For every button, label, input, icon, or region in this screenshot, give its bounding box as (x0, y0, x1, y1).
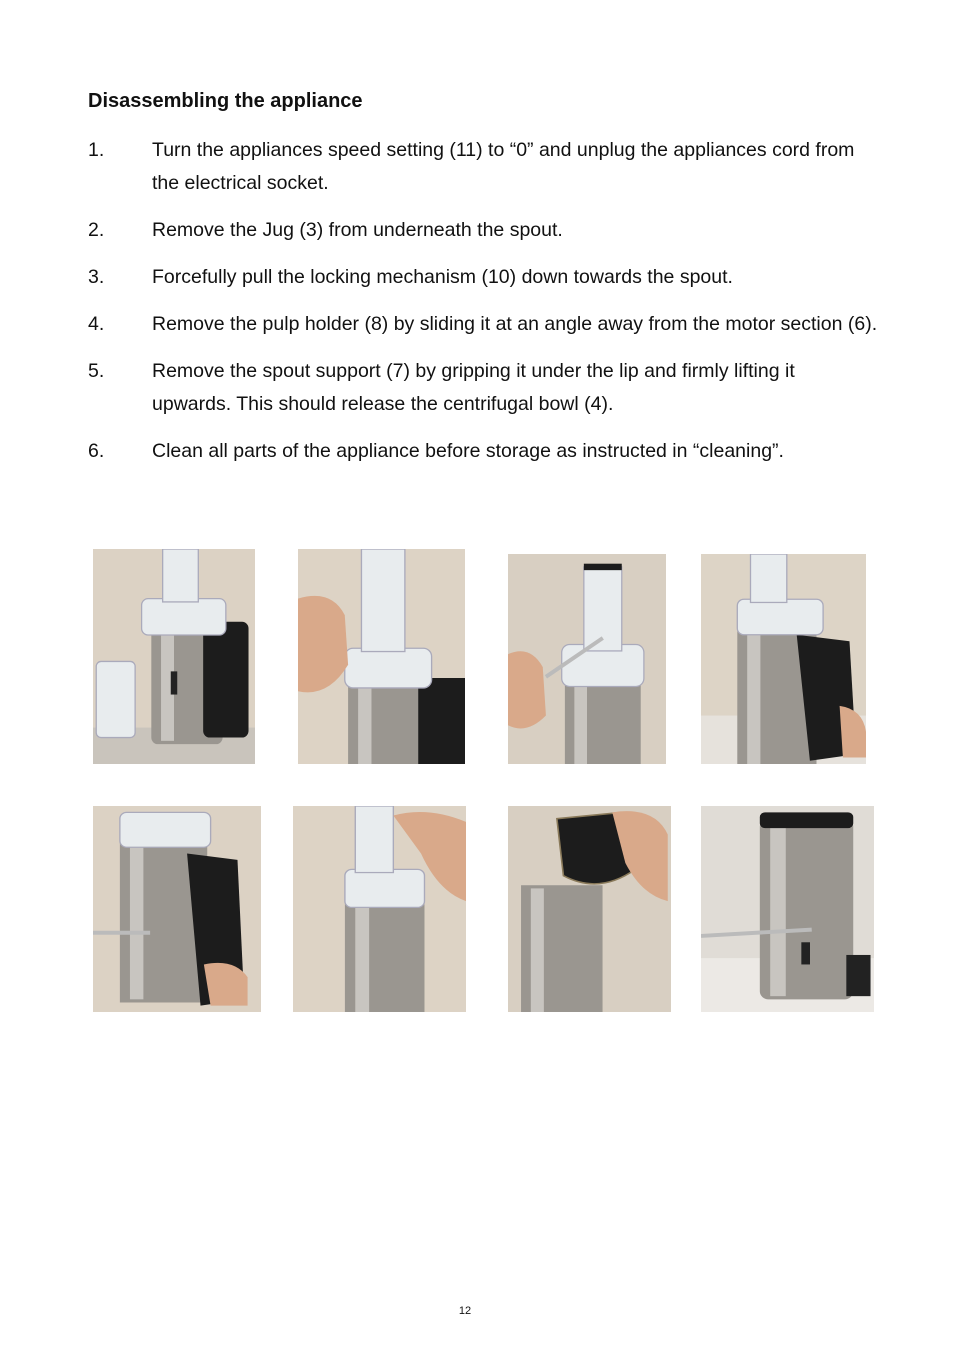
list-item (88, 355, 878, 421)
photo-step-3 (508, 554, 666, 764)
photo-step-6 (293, 806, 466, 1012)
step-number: 6. (88, 440, 105, 462)
juicer-photo-icon (298, 549, 465, 764)
juicer-photo-icon (508, 806, 671, 1012)
step-text: Turn the appliances speed setting (11) to “0” and unplug the appliances cord from the electrical socket. (152, 139, 855, 194)
step-number: 5. (88, 360, 105, 382)
step-number: 4. (88, 313, 105, 335)
photo-step-7 (508, 806, 671, 1012)
step-text: Remove the spout support (7) by gripping it under the lip and firmly lifting it upwards. This should release the centrifugal bowl (4). (152, 360, 795, 415)
step-text: Remove the Jug (3) from underneath the spout. (152, 219, 563, 241)
juicer-photo-icon (508, 554, 666, 764)
step-text: Forcefully pull the locking mechanism (10) down towards the spout. (152, 266, 733, 288)
juicer-photo-icon (93, 806, 261, 1012)
page-number: 12 (458, 1305, 472, 1317)
list-item (88, 435, 878, 468)
photo-step-8 (701, 806, 874, 1012)
list-item (88, 214, 878, 247)
list-item (88, 134, 878, 200)
step-text: Clean all parts of the appliance before storage as instructed in “cleaning”. (152, 440, 784, 462)
step-number: 1. (88, 139, 105, 161)
list-item (88, 261, 878, 294)
photo-step-2 (298, 549, 465, 764)
juicer-photo-icon (93, 549, 255, 764)
step-number: 3. (88, 266, 105, 288)
photo-step-1 (93, 549, 255, 764)
juicer-photo-icon (701, 806, 874, 1012)
photo-step-5 (93, 806, 261, 1012)
instruction-list (88, 134, 878, 482)
juicer-photo-icon (701, 554, 866, 764)
list-item (88, 308, 878, 341)
step-number: 2. (88, 219, 105, 241)
photo-step-4 (701, 554, 866, 764)
step-text: Remove the pulp holder (8) by sliding it at an angle away from the motor section (6). (152, 313, 878, 335)
juicer-photo-icon (293, 806, 466, 1012)
section-heading: Disassembling the appliance (88, 90, 363, 112)
